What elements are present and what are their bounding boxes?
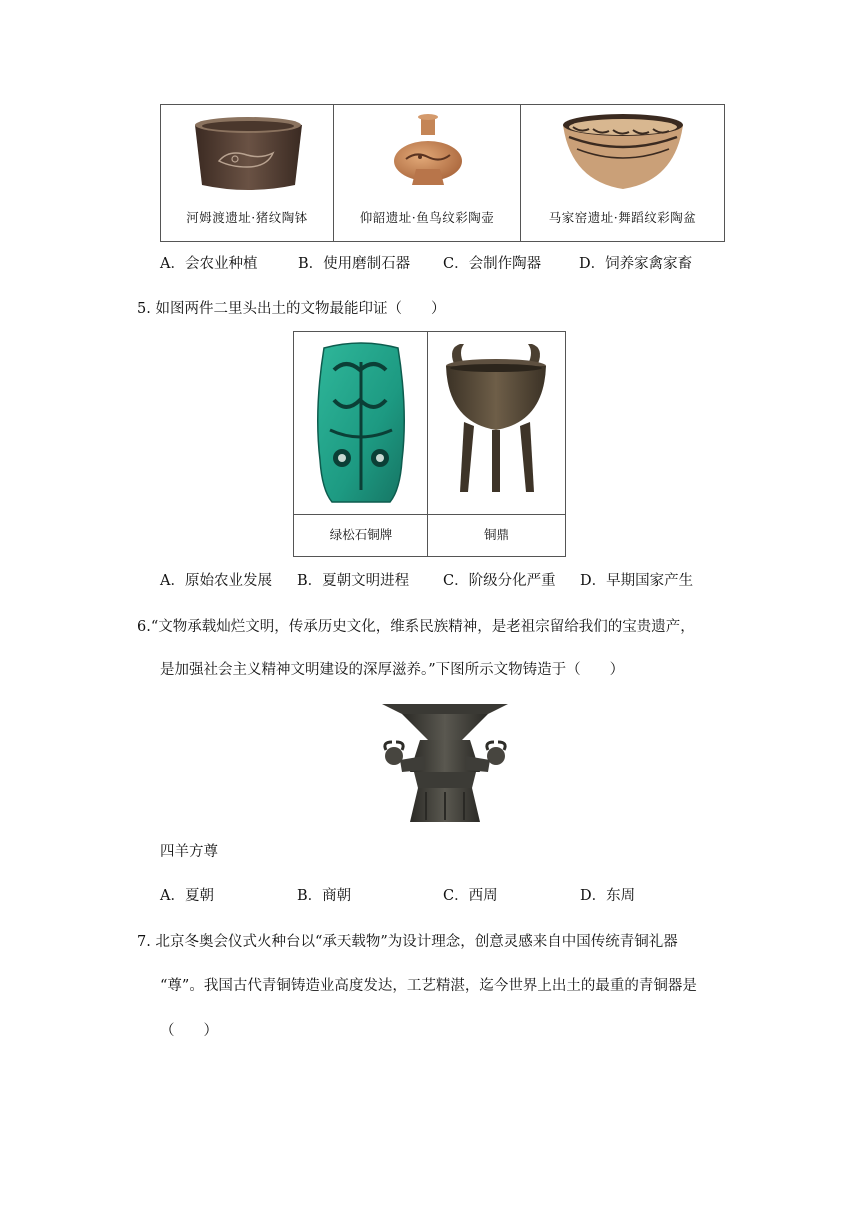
option-letter: C．	[443, 256, 469, 272]
question-number: 6.	[137, 619, 151, 635]
question-text: 如图两件二里头出土的文物最能印证（ ）	[155, 301, 446, 317]
option-letter: B．	[297, 888, 323, 904]
q5-option-c[interactable]	[443, 571, 556, 591]
q7-stem-line2: “尊”。我国古代青铜铸造业高度发达，工艺精湛，迄今世界上出土的最重的青铜器是	[160, 978, 697, 994]
option-text: 阶级分化严重	[468, 573, 556, 589]
q6-option-a[interactable]	[160, 886, 214, 906]
q5-table-divider	[294, 514, 565, 515]
option-text: 东周	[606, 888, 636, 904]
option-letter: A．	[160, 256, 185, 272]
option-text: 会制作陶器	[468, 256, 542, 272]
q6-option-b[interactable]	[297, 886, 351, 906]
fish-bird-pot-image	[390, 111, 466, 195]
q4-artifact-table	[160, 104, 725, 242]
q5-option-d[interactable]	[580, 571, 693, 591]
question-text: “文物承载灿烂文明，传承历史文化，维系民族精神，是老祖宗留给我们的宝贵遗产，	[150, 619, 695, 635]
q4-option-d[interactable]	[579, 254, 692, 274]
q6-option-d[interactable]	[580, 886, 635, 906]
option-letter: B．	[297, 573, 323, 589]
q4-caption-3: 马家窑遗址·舞蹈纹彩陶盆	[548, 210, 697, 225]
q6-image-caption: 四羊方尊	[160, 844, 218, 860]
option-text: 夏朝文明进程	[322, 573, 410, 589]
four-ram-square-zun-image	[380, 700, 510, 826]
option-letter: D．	[580, 888, 607, 904]
option-text: 商朝	[322, 888, 352, 904]
option-text: 原始农业发展	[184, 573, 272, 589]
question-number: 5.	[137, 301, 151, 317]
q4-option-c[interactable]	[443, 254, 541, 274]
option-text: 早期国家产生	[606, 573, 694, 589]
q4-cell-majiayao	[521, 105, 724, 241]
option-text: 会农业种植	[184, 256, 258, 272]
option-letter: B．	[298, 256, 324, 272]
q5-cell-bronze-ding	[428, 332, 565, 556]
question-text: 北京冬奥会仪式火种台以“承天载物”为设计理念，创意灵感来自中国传统青铜礼器	[155, 934, 678, 950]
q5-stem	[137, 299, 445, 319]
q5-cell-turquoise-plaque	[294, 332, 428, 556]
q4-cell-hemudu	[161, 105, 334, 241]
q4-caption-2: 仰韶遗址·鱼鸟纹彩陶壶	[359, 210, 495, 225]
q4-caption-1: 河姆渡遗址·猪纹陶钵	[186, 210, 308, 225]
q5-artifact-table	[293, 331, 566, 557]
q4-option-a[interactable]	[160, 254, 257, 274]
turquoise-bronze-plaque-image	[304, 340, 418, 510]
pig-pattern-bowl-image	[191, 113, 306, 195]
q7-stem-line3: （ ）	[160, 1023, 218, 1039]
q4-cell-yangshao	[334, 105, 521, 241]
option-letter: D．	[580, 573, 607, 589]
option-letter: D．	[579, 256, 606, 272]
q5-option-a[interactable]	[160, 571, 272, 591]
q6-stem-line1	[137, 617, 695, 637]
option-letter: C．	[443, 888, 469, 904]
q5-caption-2: 铜鼎	[483, 527, 509, 542]
option-text: 使用磨制石器	[323, 256, 411, 272]
q5-caption-1: 绿松石铜牌	[329, 527, 393, 542]
option-text: 夏朝	[184, 888, 214, 904]
option-letter: A．	[160, 888, 185, 904]
option-letter: A．	[160, 573, 185, 589]
bronze-ding-image	[440, 342, 552, 494]
q4-option-b[interactable]	[298, 254, 410, 274]
option-text: 饲养家禽家畜	[605, 256, 693, 272]
q7-stem-line1	[137, 932, 678, 952]
dance-pattern-basin-image	[559, 111, 687, 193]
question-number: 7.	[137, 934, 151, 950]
option-text: 西周	[468, 888, 498, 904]
q6-stem-line2: 是加强社会主义精神文明建设的深厚滋养。”下图所示文物铸造于（ ）	[160, 662, 625, 678]
q5-option-b[interactable]	[297, 571, 409, 591]
option-letter: C．	[443, 573, 469, 589]
q6-option-c[interactable]	[443, 886, 498, 906]
